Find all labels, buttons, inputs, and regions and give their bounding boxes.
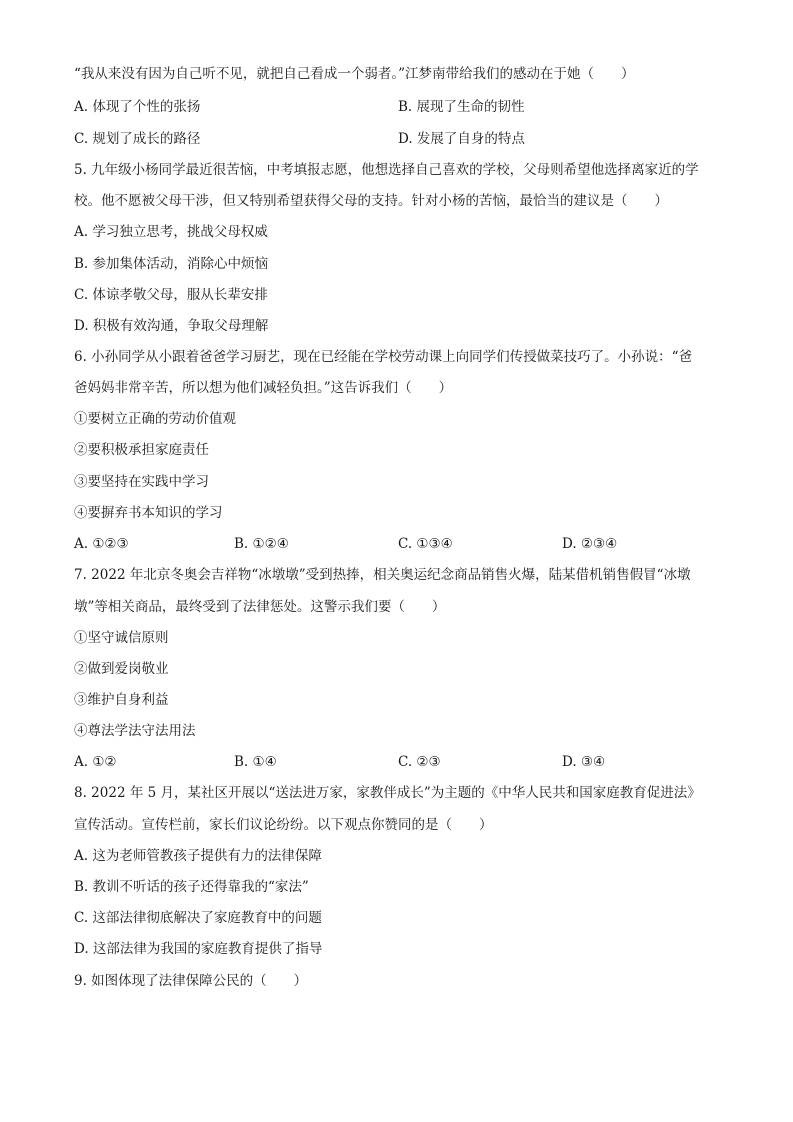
q6-option-d: D. ②③④ (562, 536, 618, 552)
q9-stem: 9. 如图体现了法律保障公民的（ ） (74, 973, 308, 989)
q8-option-c: C. 这部法律彻底解决了家庭教育中的问题 (74, 910, 322, 926)
q8-option-b: B. 教训不听话的孩子还得靠我的“家法” (74, 879, 309, 895)
q5-option-c: C. 体谅孝敬父母，服从长辈安排 (74, 287, 268, 303)
q4-options-row2 (74, 129, 724, 149)
q8-option-d: D. 这部法律为我国的家庭教育提供了指导 (74, 941, 323, 957)
q7-option-c: C. ②③ (398, 754, 441, 770)
q6-option-a: A. ①②③ (74, 536, 129, 552)
q7-item-1: ①坚守诚信原则 (74, 630, 169, 646)
q6-item-2: ②要积极承担家庭责任 (74, 442, 209, 458)
q4-option-a: A. 体现了个性的张扬 (74, 99, 201, 115)
q4-option-c: C. 规划了成长的路径 (74, 131, 201, 147)
q8-option-a: A. 这为老师管教孩子提供有力的法律保障 (74, 848, 322, 864)
q5-option-a: A. 学习独立思考，挑战父母权威 (74, 224, 268, 240)
q4-option-d: D. 发展了自身的特点 (398, 131, 525, 147)
q7-option-d: D. ③④ (562, 754, 606, 770)
q4-option-b: B. 展现了生命的韧性 (398, 99, 525, 115)
q7-option-b: B. ①④ (234, 754, 277, 770)
q6-item-1: ①要树立正确的劳动价值观 (74, 411, 236, 427)
q7-stem-line1: 7. 2022 年北京冬奥会吉祥物“冰墩墩”受到热捧，相关奥运纪念商品销售火爆，陆某借机销售假冒“冰墩 (74, 567, 691, 583)
q5-option-d: D. 积极有效沟通，争取父母理解 (74, 318, 269, 334)
q6-options-row (74, 534, 724, 554)
q6-item-4: ④要摒弃书本知识的学习 (74, 505, 223, 521)
q5-stem-line1: 5. 九年级小杨同学最近很苦恼，中考填报志愿，他想选择自己喜欢的学校，父母则希望他选择离家近的学 (74, 162, 699, 178)
q7-stem-line2: 墩”等相关商品，最终受到了法律惩处。这警示我们要（ ） (74, 599, 446, 615)
q5-stem-line2: 校。他不愿被父母干涉，但又特别希望获得父母的支持。针对小杨的苦恼，最恰当的建议是（ ） (74, 193, 668, 209)
q6-stem-line2: 爸妈妈非常辛苦，所以想为他们减轻负担。”这告诉我们（ ） (74, 380, 453, 396)
q8-stem-line2: 宣传活动。宣传栏前，家长们议论纷纷。以下观点你赞同的是（ ） (74, 817, 493, 833)
q4-options-row1 (74, 97, 724, 117)
q6-item-3: ③要坚持在实践中学习 (74, 474, 209, 490)
q5-option-b: B. 参加集体活动，消除心中烦恼 (74, 256, 269, 272)
q4-stem: “我从来没有因为自己听不见，就把自己看成一个弱者。”江梦南带给我们的感动在于她（ ） (74, 66, 635, 82)
q8-stem-line1: 8. 2022 年 5 月，某社区开展以“送法进万家，家教伴成长”为主题的《中华人民共和国家庭教育促进法》 (74, 785, 701, 801)
q7-item-4: ④尊法学法守法用法 (74, 723, 196, 739)
q7-options-row (74, 752, 724, 772)
q7-item-2: ②做到爱岗敬业 (74, 661, 169, 677)
q6-option-b: B. ①②④ (234, 536, 289, 552)
q6-stem-line1: 6. 小孙同学从小跟着爸爸学习厨艺，现在已经能在学校劳动课上向同学们传授做菜技巧了。小孙说：“爸 (74, 349, 693, 365)
q6-option-c: C. ①③④ (398, 536, 453, 552)
q7-option-a: A. ①② (74, 754, 117, 770)
q7-item-3: ③维护自身利益 (74, 692, 169, 708)
